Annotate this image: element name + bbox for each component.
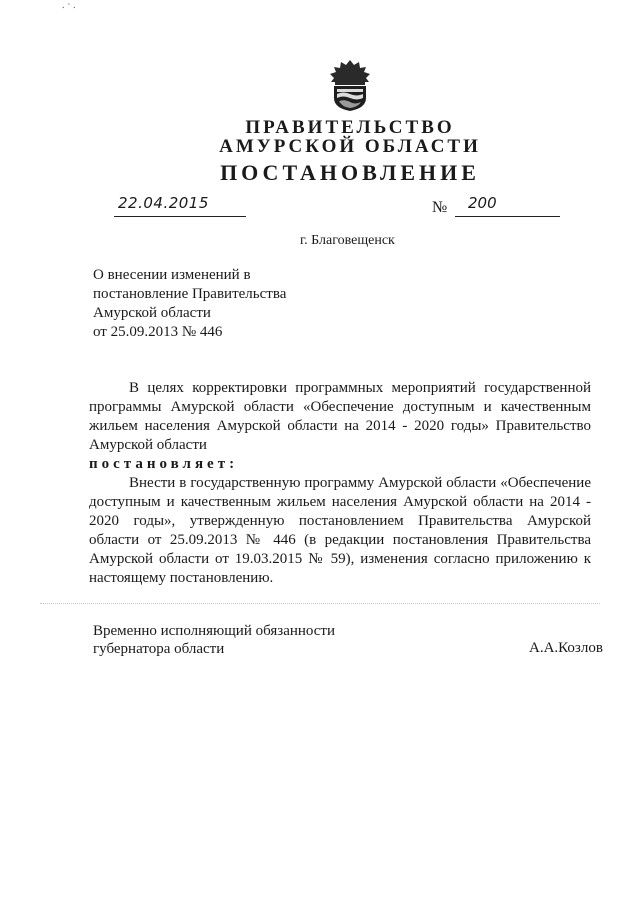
subject-line: постановление Правительства [93,286,287,302]
subject-line: от 25.09.2013 № 446 [93,324,223,340]
signatory-title-line: Временно исполняющий обязанности [93,623,336,639]
signatory-title-line: губернатора области [93,641,225,657]
coat-of-arms-icon [327,58,373,112]
number-sign: № [432,199,448,216]
resolution-paragraph: Внести в государственную программу Амурской области «Обеспечение доступным и качественным жильем населения Амурской области на 2014 - 2020 годы», утвержденную постановлением Правительства Амурской области от 25.09.2013 № 446 (в редакции постановления Правительства Амурской области от 19.03.2015 № 59), изменения согласно приложению к настоящему постановлению. [89,475,591,586]
document-body [89,379,591,588]
signatory-name: А.А.Козлов [529,640,603,656]
government-heading: ПРАВИТЕЛЬСТВО [245,117,455,138]
signatory-title [93,622,335,658]
subject-block [93,266,353,342]
date-field [114,194,246,217]
scan-artifact: ⸱ ˋ ⸱ [62,3,76,14]
city-label: г. Благовещенск [300,233,395,248]
region-heading: АМУРСКОЙ ОБЛАСТИ [219,136,481,157]
subject-line: Амурской области [93,305,211,321]
document-type-title: ПОСТАНОВЛЕНИЕ [220,160,480,185]
scan-artifact-line [40,603,600,604]
number-field [455,194,560,217]
resolves-label: постановляет: [89,456,239,472]
document-number: 200 [468,194,497,212]
document-date: 22.04.2015 [118,194,209,212]
preamble-paragraph: В целях корректировки программных мероприятий государственной программы Амурской области «Обеспечение доступным и качественным жильем населения Амурской области на 2014 - 2020 годы» Правительство Амурской области [89,380,591,453]
subject-line: О внесении изменений в [93,267,251,283]
